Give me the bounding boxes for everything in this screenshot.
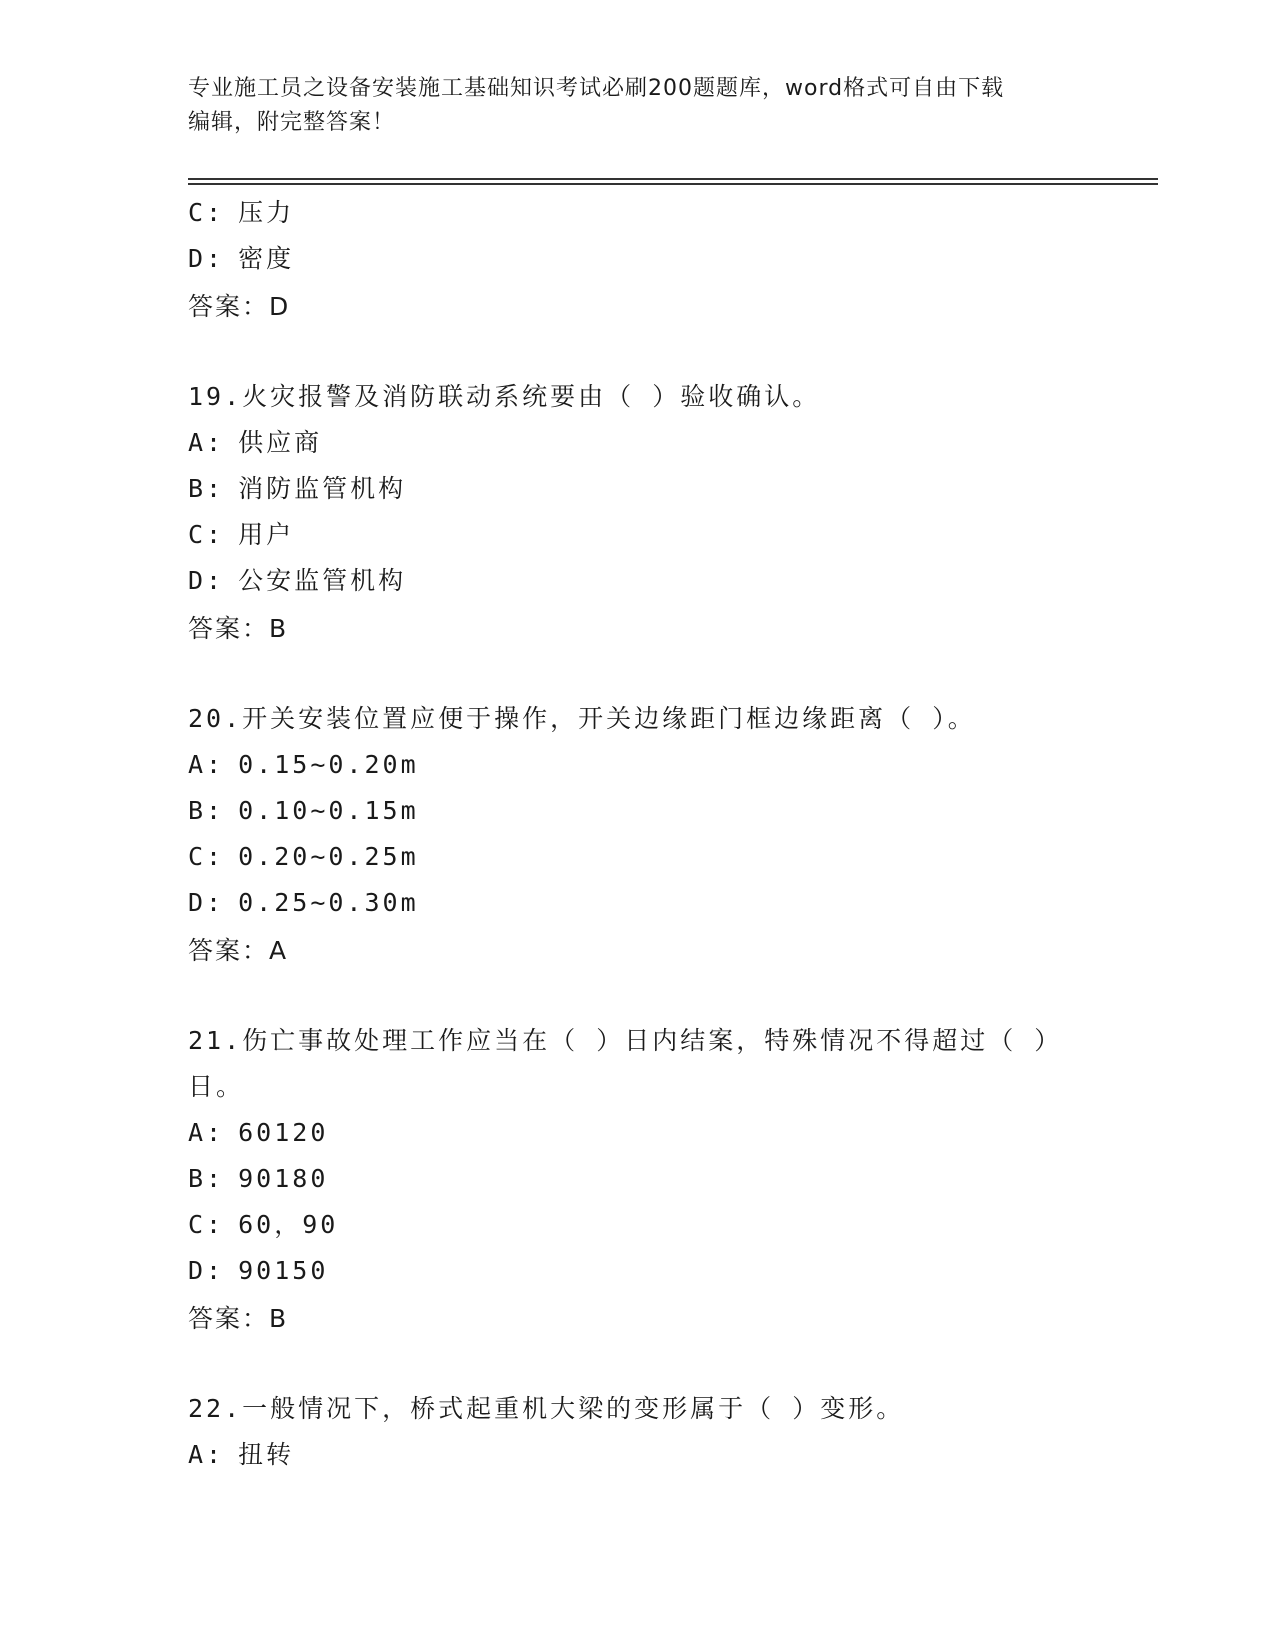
option-text: 0.15~0.20m <box>238 750 419 779</box>
option-key: B: <box>188 1164 225 1193</box>
question-stem: 19.火灾报警及消防联动系统要由（ ）验收确认。 <box>188 382 821 411</box>
option-c <box>188 834 1148 880</box>
option-text: 60120 <box>238 1118 329 1147</box>
option-text: 扭转 <box>238 1440 295 1469</box>
option-key: A: <box>188 1118 225 1147</box>
header-divider-bottom <box>188 183 1158 185</box>
option-text: 90150 <box>238 1256 329 1285</box>
option-d <box>188 880 1148 926</box>
option-key: D: <box>188 566 225 595</box>
option-key: B: <box>188 796 225 825</box>
option-text: 0.10~0.15m <box>238 796 419 825</box>
option-text: 压力 <box>238 198 295 227</box>
option-text: 密度 <box>238 244 295 273</box>
header-line-1: 专业施工员之设备安装施工基础知识考试必刷200题题库，word格式可自由下载 <box>188 76 1005 101</box>
header-divider-top <box>188 178 1158 180</box>
answer-line: 答案：A <box>188 936 289 965</box>
answer-line: 答案：B <box>188 1304 289 1333</box>
question-stem: 22.一般情况下，桥式起重机大梁的变形属于（ ）变形。 <box>188 1394 905 1423</box>
document-header <box>188 72 1088 140</box>
option-key: C: <box>188 1210 225 1239</box>
question-list <box>188 190 1148 1478</box>
option-key: C: <box>188 520 225 549</box>
option-a <box>188 420 1148 466</box>
option-text: 公安监管机构 <box>238 566 407 595</box>
header-line-2: 编辑，附完整答案！ <box>188 110 396 135</box>
question-stem: 21.伤亡事故处理工作应当在（ ）日内结案，特殊情况不得超过（ ）日。 <box>188 1026 1063 1101</box>
option-text: 0.25~0.30m <box>238 888 419 917</box>
option-text: 0.20~0.25m <box>238 842 419 871</box>
option-a <box>188 1110 1148 1156</box>
option-d <box>188 236 1148 282</box>
answer-line: 答案：D <box>188 292 291 321</box>
option-c <box>188 190 1148 236</box>
option-d <box>188 1248 1148 1294</box>
option-b <box>188 1156 1148 1202</box>
option-key: A: <box>188 1440 225 1469</box>
option-text: 60，90 <box>238 1210 339 1239</box>
spacer <box>188 1340 1148 1386</box>
option-key: C: <box>188 198 225 227</box>
spacer <box>188 328 1148 374</box>
option-key: D: <box>188 888 225 917</box>
question-stem: 20.开关安装位置应便于操作，开关边缘距门框边缘距离（ ）。 <box>188 704 976 733</box>
option-key: A: <box>188 428 225 457</box>
spacer <box>188 650 1148 696</box>
option-key: A: <box>188 750 225 779</box>
option-d <box>188 558 1148 604</box>
option-b <box>188 788 1148 834</box>
option-a <box>188 1432 1148 1478</box>
option-key: D: <box>188 1256 225 1285</box>
option-text: 供应商 <box>238 428 323 457</box>
option-c <box>188 512 1148 558</box>
option-text: 消防监管机构 <box>238 474 407 503</box>
option-a <box>188 742 1148 788</box>
option-key: C: <box>188 842 225 871</box>
option-key: D: <box>188 244 225 273</box>
spacer <box>188 972 1148 1018</box>
answer-line: 答案：B <box>188 614 289 643</box>
option-text: 用户 <box>238 520 295 549</box>
option-text: 90180 <box>238 1164 329 1193</box>
option-key: B: <box>188 474 225 503</box>
option-c <box>188 1202 1148 1248</box>
option-b <box>188 466 1148 512</box>
